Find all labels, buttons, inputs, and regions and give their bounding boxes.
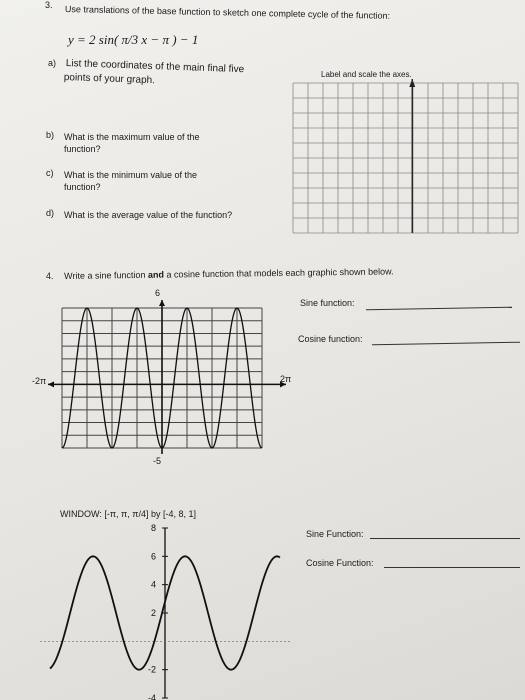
cosine-function-answer-line-1[interactable]	[372, 342, 520, 346]
graph2-y-tick-label: -4	[147, 693, 156, 700]
q3a-label: a)	[48, 58, 57, 68]
q3-graph-grid[interactable]	[293, 83, 523, 238]
graph1-y-max-label: 6	[155, 288, 161, 298]
q3-instruction: Use translations of the base function to sketch one complete cycle of the function:	[64, 4, 391, 21]
q4-instruction	[64, 266, 394, 281]
sine-function-answer-line-1[interactable]	[366, 307, 512, 311]
q3c-line2: function?	[64, 182, 101, 192]
q3c-line1: What is the minimum value of the	[64, 170, 198, 180]
q4-instruction-post: a cosine function that models each graphic shown below.	[163, 266, 394, 280]
q3b-label: b)	[46, 130, 55, 140]
q4-number: 4.	[46, 271, 54, 281]
q4-graph1	[40, 290, 340, 465]
window-label: WINDOW: [-π, π, π/4] by [-4, 8, 1]	[60, 509, 196, 519]
q3b-line2: function?	[64, 144, 101, 154]
q3d-label: d)	[46, 208, 55, 218]
graph2-y-tick-label: 8	[150, 523, 156, 533]
graph1-x-right-label: 2π	[280, 374, 292, 384]
graph1-y-axis-arrow	[159, 300, 165, 306]
cosine-function-label-1: Cosine function:	[298, 334, 363, 344]
q3-number: 3.	[45, 0, 53, 10]
q3a-text-line2: points of your graph.	[63, 72, 156, 87]
graph1-x-left-label: -2π	[32, 376, 47, 386]
graph2-y-tick-label: 4	[150, 579, 156, 590]
q4-instruction-pre: Write a sine function	[64, 269, 149, 281]
sine-function-answer-line-2[interactable]	[370, 538, 520, 539]
sine-function-label-1: Sine function:	[300, 298, 355, 308]
graph2-y-tick-label: 2	[150, 608, 156, 618]
q3d-text: What is the average value of the function?	[64, 210, 233, 220]
q4-graph2	[40, 520, 330, 700]
graph1-y-min-label: -5	[153, 456, 162, 466]
graph2-y-tick-label: -2	[147, 664, 156, 675]
sine-function-label-2: Sine Function:	[306, 529, 364, 539]
q3-function: y = 2 sin( π/3 x − π ) − 1	[68, 32, 199, 47]
cosine-function-answer-line-2[interactable]	[384, 567, 520, 568]
q3b-line1: What is the maximum value of the	[64, 132, 200, 142]
q3c-label: c)	[46, 168, 54, 178]
cosine-function-label-2: Cosine Function:	[306, 558, 374, 568]
label-scale-instruction: Label and scale the axes.	[321, 70, 412, 79]
q4-instruction-and: and	[147, 269, 165, 280]
q3a-text-line1: List the coordinates of the main final five	[65, 58, 245, 76]
graph1-x-axis-arrow-left	[48, 381, 54, 387]
graph2-y-tick-label: 6	[150, 551, 156, 562]
